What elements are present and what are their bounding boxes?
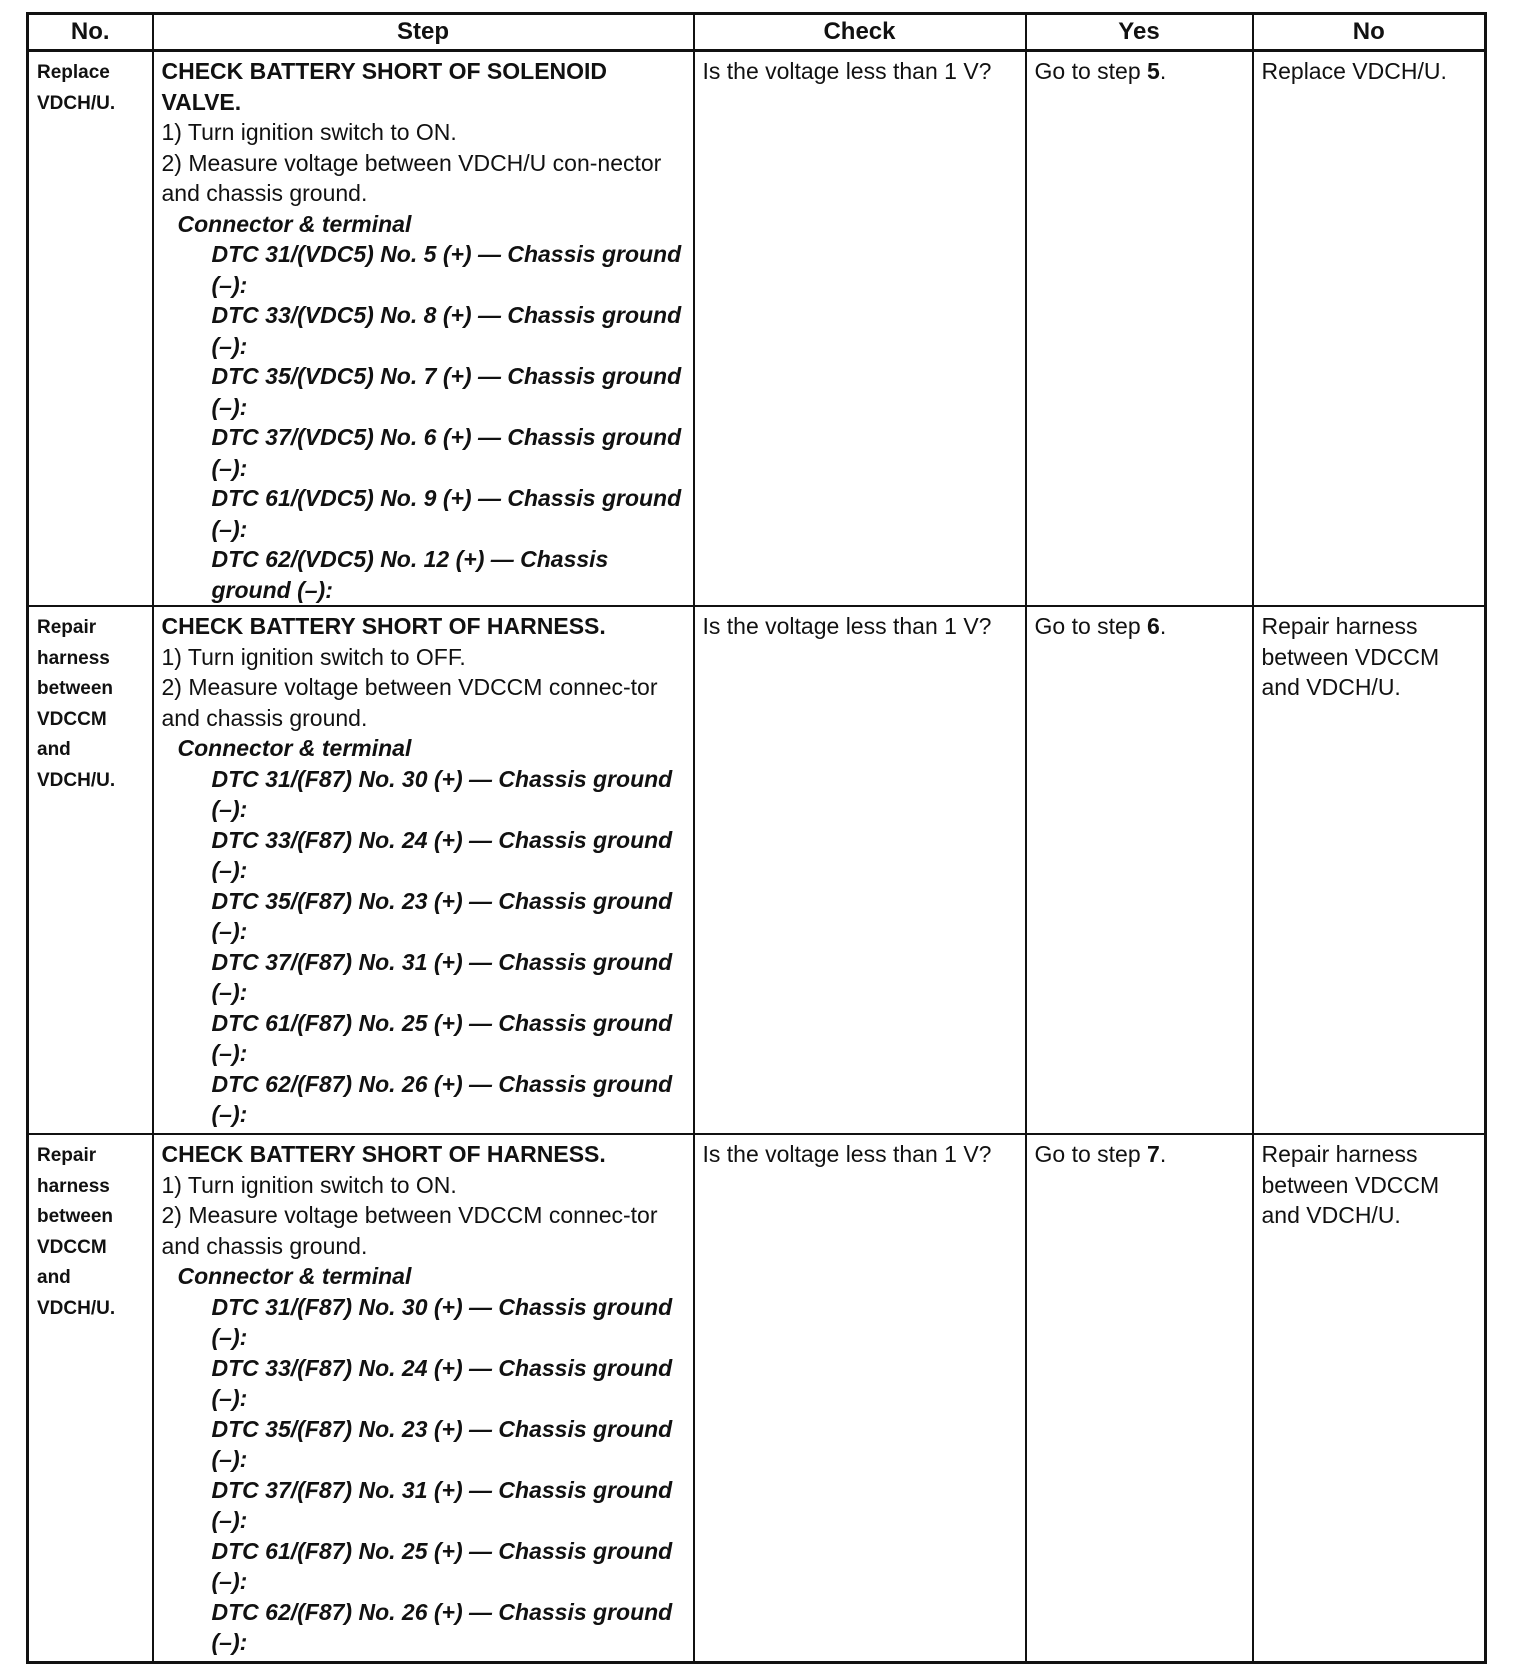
step-instruction: 1) Turn ignition switch to OFF. xyxy=(161,643,466,670)
step-instruction: 2) Measure voltage between VDCCM connec-tor and chassis ground. xyxy=(161,674,658,731)
table-row xyxy=(28,1134,1486,1663)
header-no-result: No xyxy=(1253,14,1486,51)
connector-heading: Connector & terminal xyxy=(177,735,412,761)
dtc-terminal: DTC 35/(F87) No. 23 (+) — Chassis ground (–): xyxy=(211,1415,673,1472)
yes-cell: Go to step 7. xyxy=(1026,1134,1253,1663)
dtc-terminal: DTC 31/(F87) No. 30 (+) — Chassis ground (–): xyxy=(211,1293,673,1350)
yes-text: Go to step xyxy=(1034,58,1141,84)
diagnostic-procedure-table xyxy=(26,12,1487,1664)
dtc-terminal: DTC 33/(F87) No. 24 (+) — Chassis ground (–): xyxy=(211,1354,673,1411)
dtc-terminal: DTC 31/(VDC5) No. 5 (+) — Chassis ground (–): xyxy=(211,241,682,298)
yes-text: Go to step xyxy=(1034,613,1141,639)
connector-heading: Connector & terminal xyxy=(177,1263,412,1289)
no-cell: Repair harness between VDCCM and VDCH/U. xyxy=(1253,606,1486,1134)
dtc-terminal: DTC 37/(F87) No. 31 (+) — Chassis ground (–): xyxy=(211,948,673,1005)
dtc-terminal: DTC 37/(VDC5) No. 6 (+) — Chassis ground (–): xyxy=(211,424,682,481)
step-title: CHECK BATTERY SHORT OF SOLENOID VALVE. xyxy=(161,58,608,115)
dtc-terminal: DTC 33/(VDC5) No. 8 (+) — Chassis ground (–): xyxy=(211,302,682,359)
yes-step-number: 7 xyxy=(1147,1141,1160,1167)
step-instruction: 2) Measure voltage between VDCCM connec-tor and chassis ground. xyxy=(161,1202,658,1259)
dtc-terminal: DTC 61/(VDC5) No. 9 (+) — Chassis ground (–): xyxy=(211,485,682,542)
yes-text: Go to step xyxy=(1034,1141,1141,1167)
header-check: Check xyxy=(694,14,1026,51)
dtc-terminal: DTC 62/(F87) No. 26 (+) — Chassis ground (–): xyxy=(211,1598,673,1655)
dtc-terminal: DTC 61/(F87) No. 25 (+) — Chassis ground (–): xyxy=(211,1537,673,1594)
step-cell xyxy=(153,1134,694,1663)
table-row xyxy=(28,606,1486,1134)
yes-step-number: 5 xyxy=(1147,58,1160,84)
step-title: CHECK BATTERY SHORT OF HARNESS. xyxy=(161,613,606,639)
diagnostic-table-page xyxy=(26,12,1484,1664)
step-instruction: 1) Turn ignition switch to ON. xyxy=(161,119,457,145)
check-cell: Is the voltage less than 1 V? xyxy=(694,1134,1026,1663)
connector-heading: Connector & terminal xyxy=(177,210,412,237)
check-cell: Is the voltage less than 1 V? xyxy=(694,606,1026,1134)
dtc-terminal: DTC 35/(F87) No. 23 (+) — Chassis ground (–): xyxy=(211,887,673,944)
table-header-row xyxy=(28,14,1486,51)
step-cell xyxy=(153,606,694,1134)
step-number: Repair harness between VDCCM and VDCH/U. xyxy=(28,1134,153,1663)
dtc-terminal: DTC 61/(F87) No. 25 (+) — Chassis ground (–): xyxy=(211,1009,673,1066)
header-yes: Yes xyxy=(1026,14,1253,51)
dtc-terminal: DTC 31/(F87) No. 30 (+) — Chassis ground (–): xyxy=(211,765,673,822)
header-no: No. xyxy=(28,14,153,51)
no-cell: Repair harness between VDCCM and VDCH/U. xyxy=(1253,1134,1486,1663)
yes-step-number: 6 xyxy=(1147,613,1160,639)
no-cell: Replace VDCH/U. xyxy=(1253,51,1486,607)
table-row xyxy=(28,51,1486,607)
step-cell xyxy=(153,51,694,607)
step-number: Replace VDCH/U. xyxy=(28,51,153,607)
dtc-terminal: DTC 62/(VDC5) No. 12 (+) — Chassis ground (–): xyxy=(211,546,609,603)
check-cell: Is the voltage less than 1 V? xyxy=(694,51,1026,607)
dtc-terminal: DTC 35/(VDC5) No. 7 (+) — Chassis ground (–): xyxy=(211,363,682,420)
step-instruction: 1) Turn ignition switch to ON. xyxy=(161,1171,457,1198)
yes-cell: Go to step 6. xyxy=(1026,606,1253,1134)
yes-cell: Go to step 5. xyxy=(1026,51,1253,607)
dtc-terminal: DTC 37/(F87) No. 31 (+) — Chassis ground (–): xyxy=(211,1476,673,1533)
dtc-terminal: DTC 62/(F87) No. 26 (+) — Chassis ground (–): xyxy=(211,1070,673,1127)
dtc-terminal: DTC 33/(F87) No. 24 (+) — Chassis ground (–): xyxy=(211,826,673,883)
step-title: CHECK BATTERY SHORT OF HARNESS. xyxy=(161,1141,606,1167)
step-number: Repair harness between VDCCM and VDCH/U. xyxy=(28,606,153,1134)
step-instruction: 2) Measure voltage between VDCH/U con-nector and chassis ground. xyxy=(161,149,662,206)
header-step: Step xyxy=(153,14,694,51)
